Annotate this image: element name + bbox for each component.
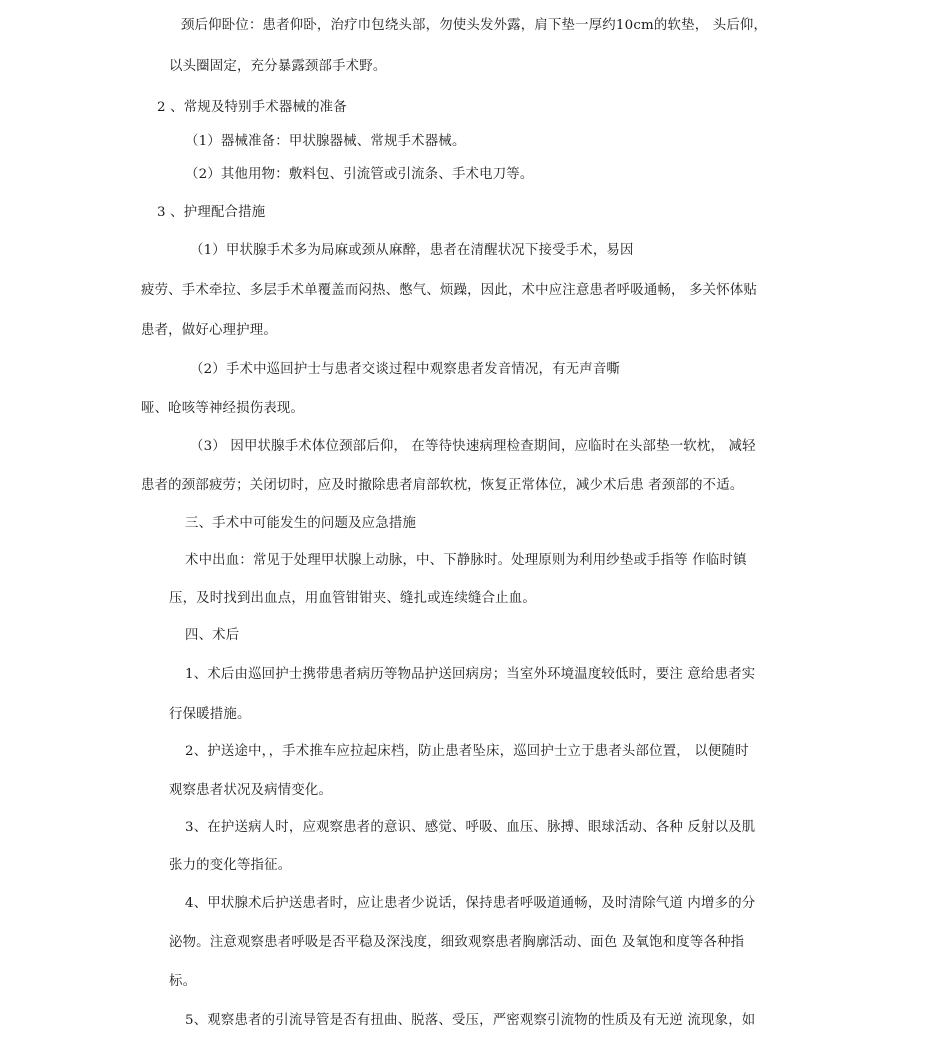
text-line: 1、术后由巡回护士携带患者病历等物品护送回病房；当室外环境温度较低时，要注 意给患者实 <box>185 667 756 682</box>
section-heading: 四、术后 <box>185 628 240 643</box>
text-line: （2）其他用物：敷料包、引流管或引流条、手术电刀等。 <box>185 167 534 182</box>
text-line: （3） 因甲状腺手术体位颈部后仰， 在等待快速病理检查期间，应临时在头部垫一软枕， 减轻 <box>190 439 756 454</box>
text-line: 张力的变化等指征。 <box>169 858 292 873</box>
text-line: （1）甲状腺手术多为局麻或颈从麻醉，患者在清醒状况下接受手术，易因 <box>190 243 634 258</box>
text-line: 哑、呛咳等神经损伤表现。 <box>141 401 305 416</box>
text-line: 泌物。注意观察患者呼吸是否平稳及深浅度，细致观察患者胸廓活动、面色 及氧饱和度等各种指 <box>169 935 745 950</box>
text-line: 患者，做好心理护理。 <box>141 323 277 338</box>
text-line: 观察患者状况及病情变化。 <box>169 783 333 798</box>
text-line: 患者的颈部疲劳；关闭切时，应及时撤除患者肩部软枕，恢复正常体位，减少术后患 者颈部的不适。 <box>141 478 744 493</box>
text-line: 标。 <box>169 974 197 989</box>
text-line: 压，及时找到出血点，用血管钳钳夹、缝扎或连续缝合止血。 <box>169 591 536 606</box>
text-line: 以头圈固定，充分暴露颈部手术野。 <box>169 59 387 74</box>
text-line: 颈后仰卧位：患者仰卧，治疗巾包绕头部，勿使头发外露，肩下垫一厚约10cm的软垫， 头后仰， <box>181 18 768 33</box>
text-line: 行保暖措施。 <box>169 707 251 722</box>
text-line: 3、在护送病人时，应观察患者的意识、感觉、呼吸、血压、脉搏、眼球活动、各种 反射以及肌 <box>185 820 756 835</box>
text-line: 4、甲状腺术后护送患者时，应让患者少说话，保持患者呼吸道通畅，及时清除气道 内增多的分 <box>185 896 756 911</box>
text-line: 术中出血：常见于处理甲状腺上动脉，中、下静脉时。处理原则为利用纱垫或手指等 作临时镇 <box>185 553 747 568</box>
section-heading: 3 、护理配合措施 <box>157 205 266 220</box>
text-line: （1）器械准备：甲状腺器械、常规手术器械。 <box>185 134 466 149</box>
text-line: 疲劳、手术牵拉、多层手术单覆盖而闷热、憋气、烦躁，因此，术中应注意患者呼吸通畅， 多关怀体贴 <box>141 283 758 298</box>
section-heading: 三、手术中可能发生的问题及应急措施 <box>185 516 417 531</box>
text-line: 2、护送途中，，手术推车应拉起床档，防止患者坠床，巡回护士立于患者头部位置， 以便随时 <box>185 744 749 759</box>
text-line: （2）手术中巡回护士与患者交谈过程中观察患者发音情况，有无声音嘶 <box>190 362 621 377</box>
text-line: 5、观察患者的引流导管是否有扭曲、脱落、受压，严密观察引流物的性质及有无逆 流现象，如 <box>185 1013 756 1028</box>
section-heading: 2 、常规及特别手术器械的准备 <box>157 100 347 115</box>
